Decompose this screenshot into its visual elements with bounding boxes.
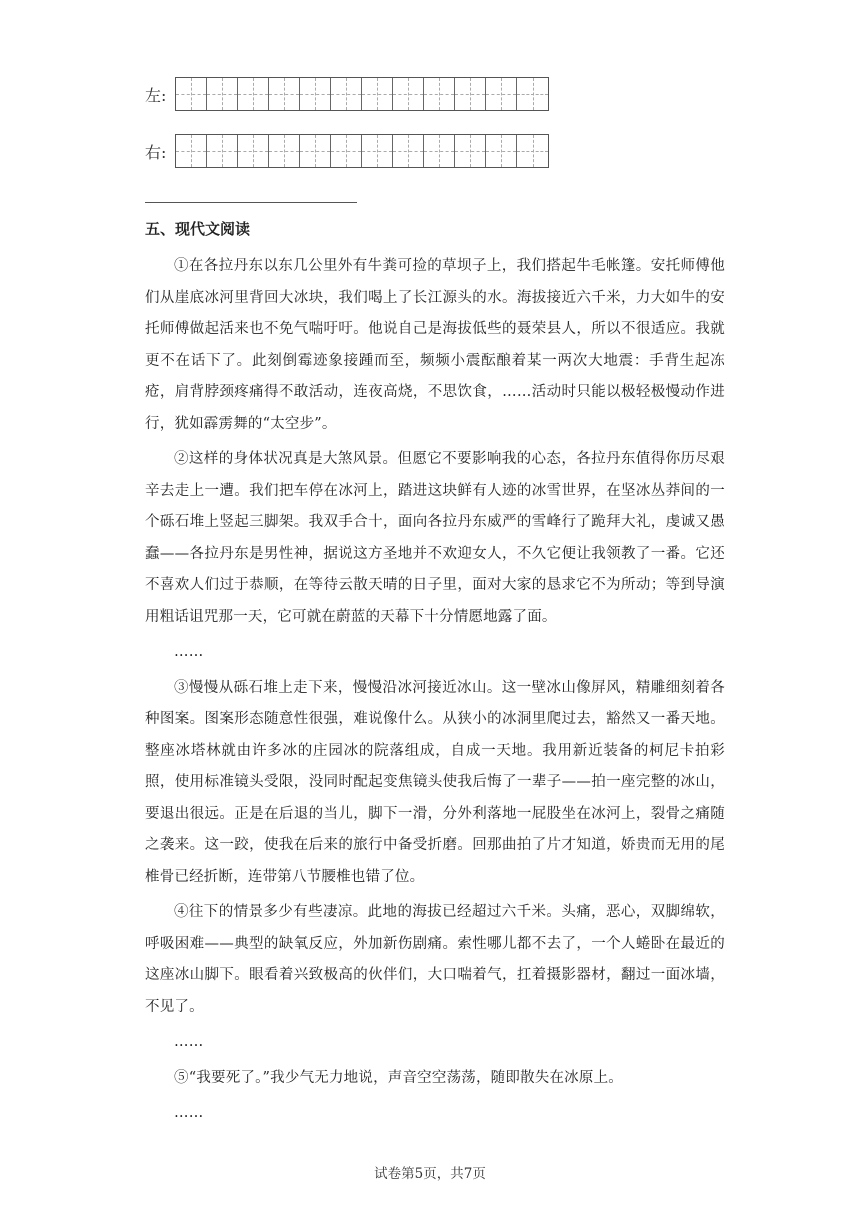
ellipsis-1: ……: [174, 644, 204, 660]
grid-cell: [300, 135, 331, 167]
section-title: 五、现代文阅读: [145, 220, 251, 238]
grid-label-right: 右:: [145, 142, 167, 162]
paragraph-3: ③慢慢从砾石堆上走下来，慢慢沿冰河接近冰山。这一壁冰山像屏风，精雕细刻着各种图案。图案形态随意性很强，难说像什么。从狭小的冰洞里爬过去，豁然又一番天地。整座冰塔林就由许多冰的庄园冰的院落组成，自成一天地。我用新近装备的柯尼卡拍彩照，使用标准镜头受限，没同时配起变焦镜头使我后悔了一辈子——拍一座完整的冰山，要退出很远。正是在后退的当儿，脚下一滑，分外利落地一屁股坐在冰河上，裂骨之痛随之袭来。这一跤，使我在后来的旅行中备受折磨。回那曲拍了片才知道，娇贵而无用的尾椎骨已经折断，连带第八节腰椎也错了位。: [145, 679, 725, 885]
section-divider: [145, 202, 357, 203]
grid-cell: [517, 135, 548, 167]
writing-grid-left: [145, 76, 549, 112]
paragraph-4: ④往下的情景多少有些凄凉。此地的海拔已经超过六千米。头痛，恶心，双脚绵软，呼吸困难——典型的缺氧反应，外加新伤剧痛。索性哪儿都不去了，一个人蜷卧在最近的这座冰山脚下。眼看着兴致极高的伙伴们，大口喘着气，扛着摄影器材，翻过一面冰墙，不见了。: [145, 904, 725, 1015]
grid-cell: [176, 135, 207, 167]
ellipsis-2: ……: [174, 1034, 204, 1050]
grid-cell: [486, 78, 517, 110]
grid-cell: [486, 135, 517, 167]
grid-cell: [238, 78, 269, 110]
grid-cell: [269, 78, 300, 110]
grid-cell: [176, 78, 207, 110]
grid-cell: [331, 78, 362, 110]
grid-cell: [207, 78, 238, 110]
character-grid-left[interactable]: [175, 77, 549, 111]
grid-cell: [269, 135, 300, 167]
ellipsis-3: ……: [174, 1105, 204, 1121]
grid-cell: [362, 135, 393, 167]
paragraph-5: ⑤“我要死了。”我少气无力地说，声音空空荡荡，随即散失在冰原上。: [174, 1069, 623, 1086]
reading-passage: [145, 251, 725, 1130]
page-footer: 试卷第5页，共7页: [374, 1166, 486, 1182]
grid-cell: [207, 135, 238, 167]
grid-cell: [455, 135, 486, 167]
grid-cell: [362, 78, 393, 110]
grid-cell: [455, 78, 486, 110]
character-grid-right[interactable]: [175, 134, 549, 168]
writing-grid-right: [145, 133, 549, 169]
grid-cell: [393, 78, 424, 110]
grid-label-left: 左:: [145, 85, 167, 105]
grid-cell: [238, 135, 269, 167]
paragraph-1: ①在各拉丹东以东几公里外有牛粪可捡的草坝子上，我们搭起牛毛帐篷。安托师傅他们从崖底冰河里背回大冰块，我们喝上了长江源头的水。海拔接近六千米，力大如牛的安托师傅做起活来也不免气喘吁吁。他说自己是海拔低些的聂荣县人，所以不很适应。我就更不在话下了。此刻倒霉迹象接踵而至，频频小震酝酿着某一两次大地震：手背生起冻疮，肩背脖颈疼痛得不敢活动，连夜高烧，不思饮食，……活动时只能以极轻极慢动作进行，犹如霹雳舞的“太空步”。: [145, 258, 725, 432]
paragraph-2: ②这样的身体状况真是大煞风景。但愿它不要影响我的心态，各拉丹东值得你历尽艰辛去走上一遭。我们把车停在冰河上，踏进这块鲜有人迹的冰雪世界，在坚冰丛莽间的一个砾石堆上竖起三脚架。我双手合十，面向各拉丹东威严的雪峰行了跪拜大礼，虔诚又愚蠢——各拉丹东是男性神，据说这方圣地并不欢迎女人，不久它便让我领教了一番。它还不喜欢人们过于恭顺，在等待云散天晴的日子里，面对大家的恳求它不为所动；等到导演用粗话诅咒那一天，它可就在蔚蓝的天幕下十分情愿地露了面。: [145, 451, 725, 625]
grid-cell: [517, 78, 548, 110]
grid-cell: [424, 135, 455, 167]
grid-cell: [300, 78, 331, 110]
grid-cell: [331, 135, 362, 167]
grid-cell: [424, 78, 455, 110]
grid-cell: [393, 135, 424, 167]
